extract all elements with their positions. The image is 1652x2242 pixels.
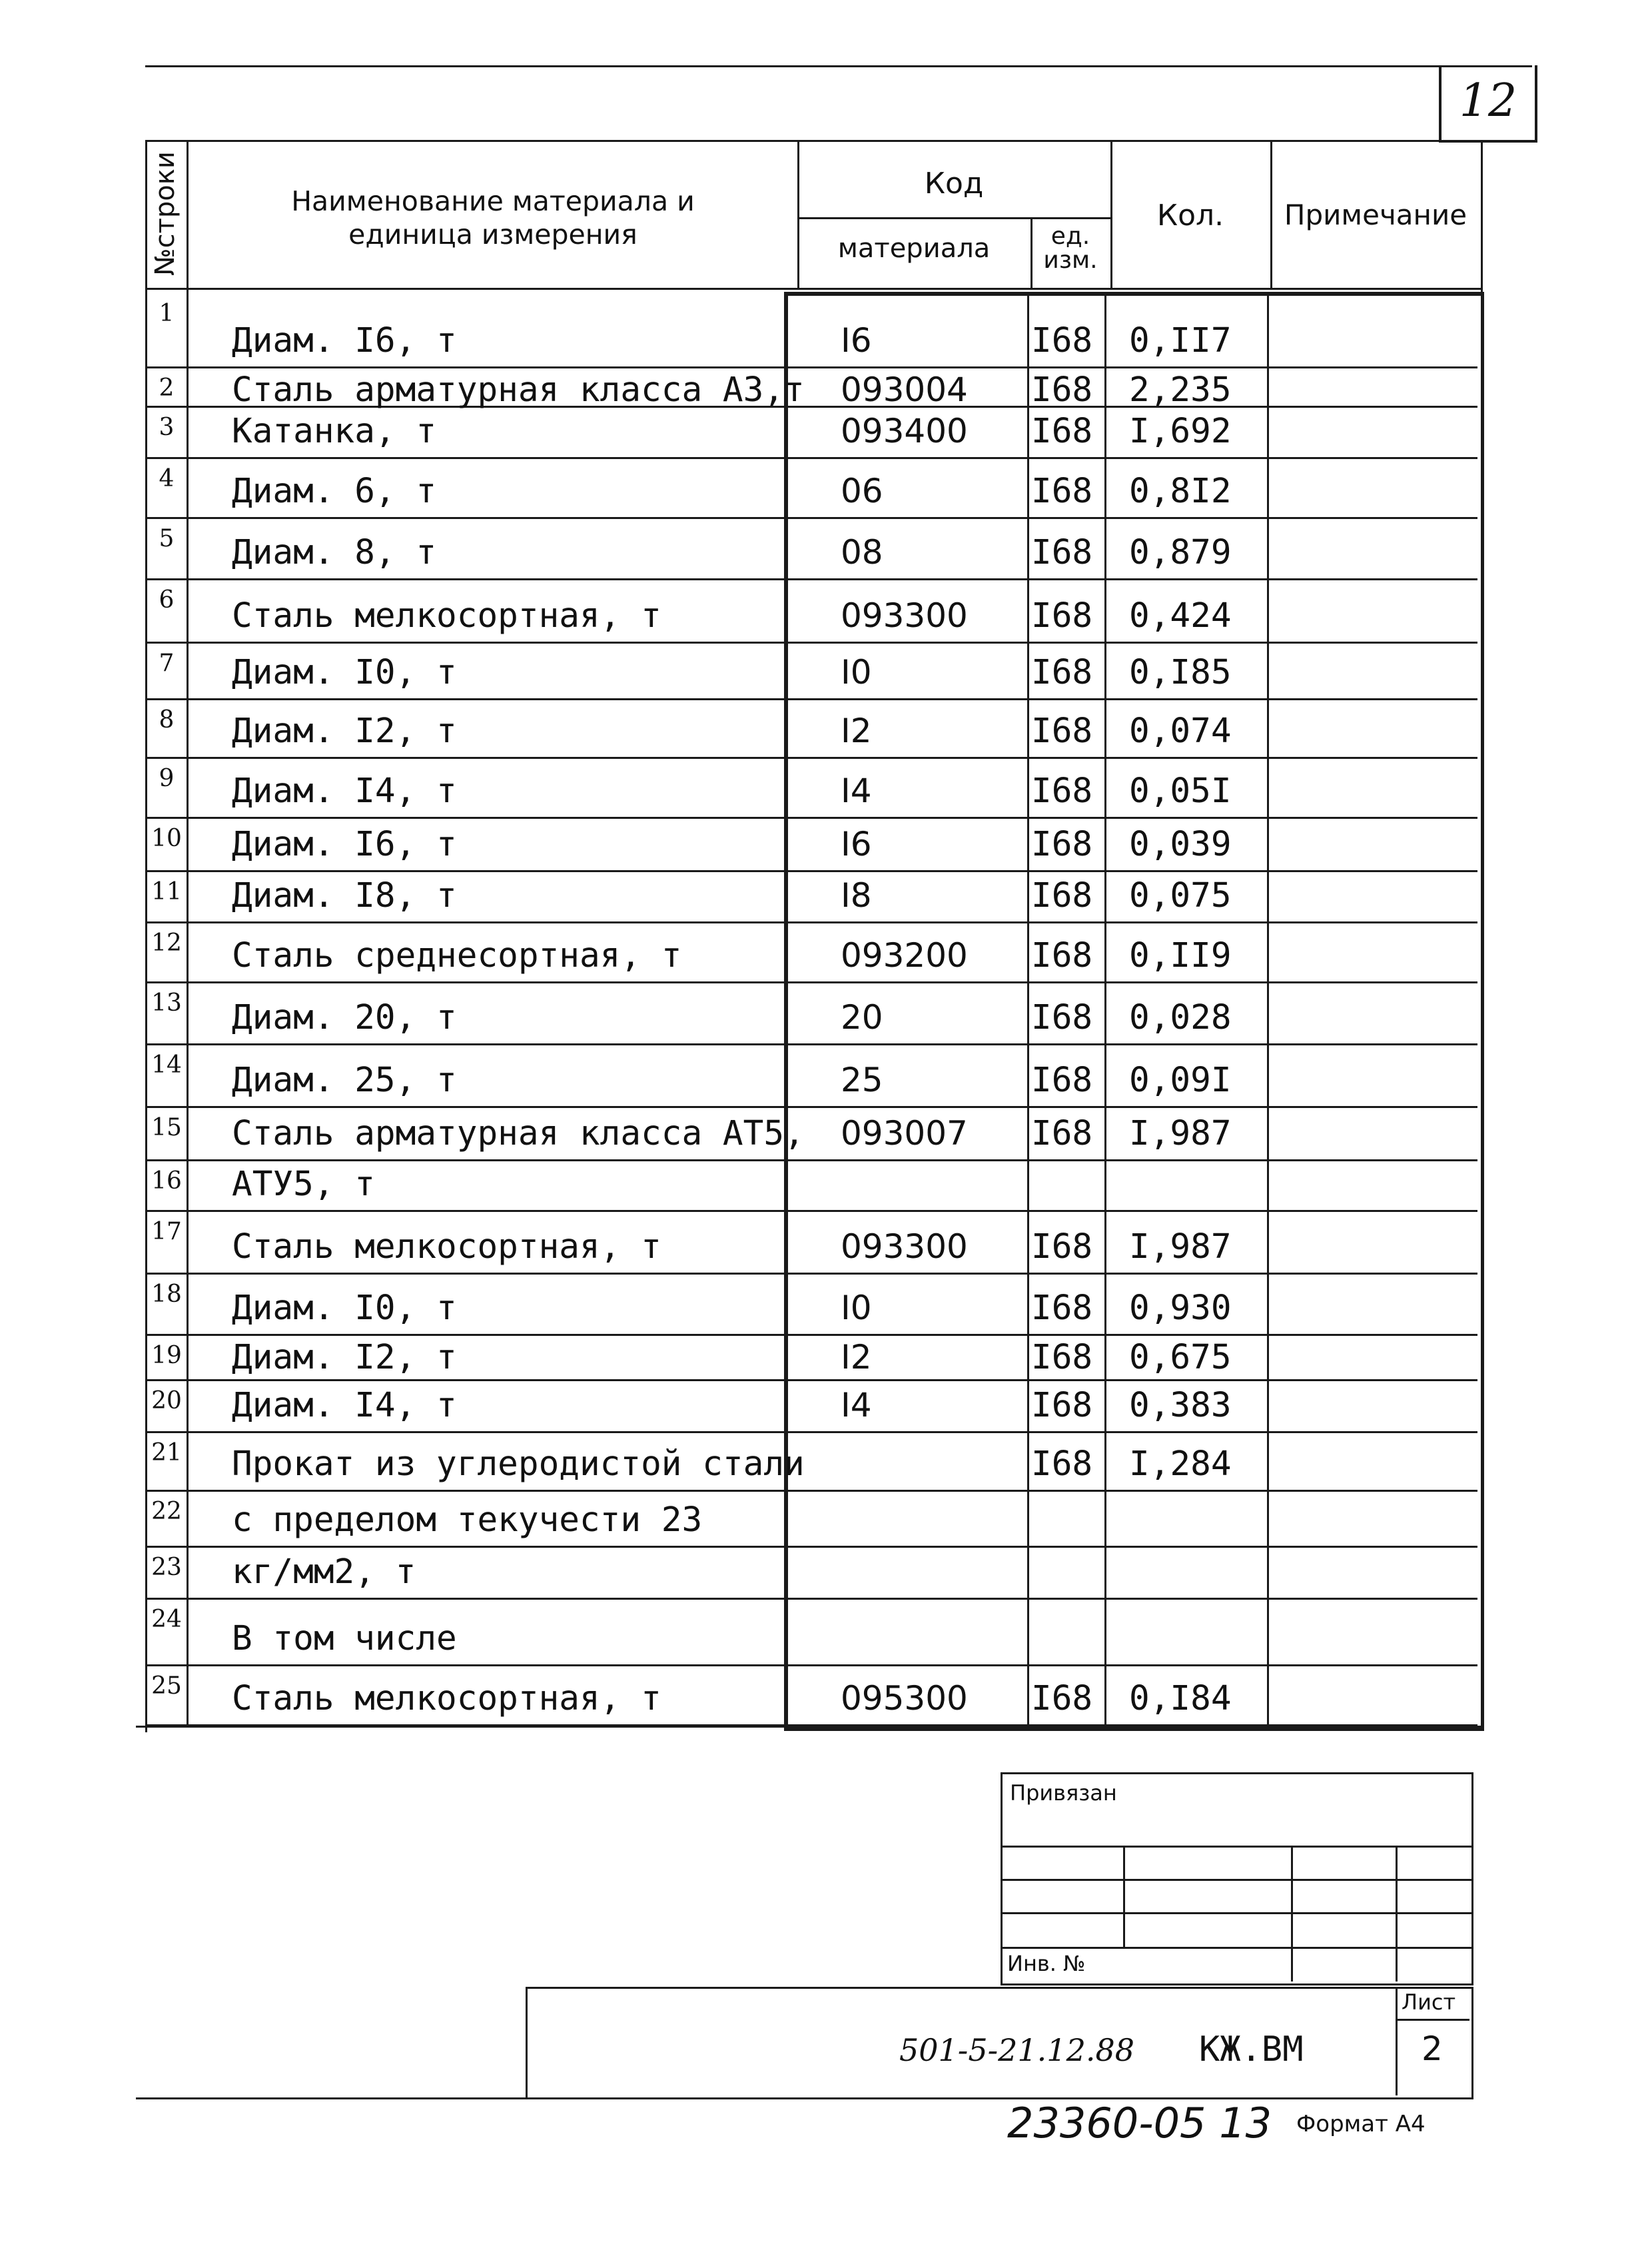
row-unit: I68	[1031, 1227, 1093, 1267]
table-row	[0, 871, 1652, 923]
header-qty: Кол.	[1156, 199, 1224, 233]
row-number: 2	[159, 374, 175, 402]
row-code: 093007	[841, 1114, 968, 1153]
row-name: Катанка, т	[232, 412, 437, 451]
table-row	[0, 923, 1652, 983]
row-unit: I68	[1031, 772, 1093, 811]
table-row	[0, 1335, 1652, 1381]
row-qty: 0,05I	[1129, 772, 1232, 811]
table-row	[0, 1274, 1652, 1335]
row-name: Диам. I6, т	[232, 321, 457, 360]
row-code: 25	[841, 1061, 883, 1099]
row-code: I2	[841, 712, 872, 750]
table-row	[0, 643, 1652, 700]
row-number: 14	[151, 1051, 182, 1079]
corner-sheet-number: 12	[1459, 75, 1517, 127]
table-row	[0, 293, 1652, 368]
row-code: 08	[841, 533, 883, 572]
row-name: Диам. 20, т	[232, 998, 457, 1037]
table-row	[0, 1599, 1652, 1666]
row-qty: 0,II9	[1129, 936, 1232, 975]
table-row	[0, 818, 1652, 871]
row-name: Сталь арматурная класса АТ5,	[232, 1114, 805, 1153]
row-qty: 0,028	[1129, 998, 1232, 1037]
row-unit: I68	[1031, 1289, 1093, 1328]
row-qty: I,284	[1129, 1444, 1232, 1484]
row-unit: I68	[1031, 1444, 1093, 1484]
row-code: 093200	[841, 936, 968, 975]
row-name: с пределом текучести 23	[232, 1500, 703, 1540]
table-row	[0, 1547, 1652, 1599]
row-number: 25	[151, 1672, 182, 1700]
row-unit: I68	[1031, 472, 1093, 511]
row-qty: I,987	[1129, 1227, 1232, 1267]
row-unit: I68	[1031, 998, 1093, 1037]
row-name: кг/мм2, т	[232, 1552, 416, 1592]
table-row	[0, 1107, 1652, 1161]
row-name: Диам. I2, т	[232, 712, 457, 751]
row-code: I0	[841, 653, 872, 692]
row-code: I0	[841, 1289, 872, 1327]
row-qty: 2,235	[1129, 370, 1232, 410]
row-number: 20	[151, 1387, 182, 1414]
row-name: Диам. I6, т	[232, 825, 457, 864]
row-name: Диам. I2, т	[232, 1338, 457, 1377]
header-code-unit-1: ед.	[1050, 223, 1090, 250]
table-row	[0, 1211, 1652, 1274]
row-name: Сталь среднесортная, т	[232, 936, 682, 975]
table-row	[0, 1432, 1652, 1491]
row-code: 093300	[841, 596, 968, 635]
row-name: Прокат из углеродистой стали	[232, 1444, 805, 1484]
row-code: I6	[841, 321, 872, 360]
row-name: Диам. 8, т	[232, 533, 437, 572]
row-name: Диам. I4, т	[232, 1386, 457, 1425]
row-qty: 0,383	[1129, 1386, 1232, 1425]
row-name: Диам. I8, т	[232, 876, 457, 915]
row-qty: 0,930	[1129, 1289, 1232, 1328]
row-number: 12	[151, 929, 182, 957]
inv-label: Инв. №	[1007, 1951, 1086, 1976]
row-qty: 0,09I	[1129, 1061, 1232, 1100]
row-name: Диам. I0, т	[232, 1289, 457, 1328]
row-unit: I68	[1031, 1061, 1093, 1100]
row-number: 24	[151, 1606, 182, 1633]
row-code: I4	[841, 772, 872, 810]
header-name-line1: Наименование материала и	[291, 185, 695, 217]
row-unit: I68	[1031, 596, 1093, 636]
table-row	[0, 1381, 1652, 1432]
bound-label: Привязан	[1010, 1780, 1117, 1806]
row-unit: I68	[1031, 533, 1093, 572]
doc-mark: КЖ.ВМ	[1199, 2029, 1304, 2069]
row-name: Сталь арматурная класса А3,т	[232, 370, 805, 410]
row-number: 15	[151, 1114, 182, 1141]
table-row	[0, 758, 1652, 818]
row-number: 13	[151, 989, 182, 1017]
row-unit: I68	[1031, 653, 1093, 692]
row-number: 11	[151, 878, 182, 905]
table-row	[0, 1666, 1652, 1726]
row-qty: 0,8I2	[1129, 472, 1232, 511]
row-code: I6	[841, 825, 872, 863]
table-row	[0, 700, 1652, 758]
row-number: 1	[159, 300, 175, 327]
row-qty: 0,II7	[1129, 321, 1232, 360]
row-qty: 0,074	[1129, 712, 1232, 751]
row-code: 095300	[841, 1679, 968, 1718]
sheet-value: 2	[1422, 2029, 1443, 2068]
table-row	[0, 458, 1652, 518]
row-unit: I68	[1031, 412, 1093, 451]
row-code: I8	[841, 876, 872, 915]
table-row	[0, 580, 1652, 643]
header-code-material: материала	[837, 233, 991, 264]
sheet-label: Лист	[1402, 1989, 1456, 2015]
row-number: 19	[151, 1342, 182, 1369]
row-number: 10	[151, 825, 182, 852]
doc-code: 501-5-21.12.88	[899, 2032, 1134, 2068]
table-row	[0, 518, 1652, 580]
row-name: Сталь мелкосортная, т	[232, 1227, 661, 1267]
row-number: 7	[159, 650, 175, 677]
row-number: 16	[151, 1167, 182, 1195]
header-note: Примечание	[1284, 199, 1467, 231]
row-code: 20	[841, 998, 883, 1037]
row-number: 8	[159, 706, 175, 734]
row-number: 21	[151, 1439, 182, 1466]
row-name: Диам. I4, т	[232, 772, 457, 811]
row-name: Диам. 6, т	[232, 472, 437, 511]
table-row	[0, 1045, 1652, 1107]
row-code: I2	[841, 1338, 872, 1377]
row-number: 17	[151, 1218, 182, 1245]
row-name: Сталь мелкосортная, т	[232, 596, 661, 636]
row-unit: I68	[1031, 876, 1093, 915]
row-number: 23	[151, 1554, 182, 1581]
row-number: 9	[159, 765, 175, 792]
row-qty: 0,075	[1129, 876, 1232, 915]
row-number: 5	[159, 525, 175, 552]
table-row	[0, 368, 1652, 410]
row-name: Диам. 25, т	[232, 1061, 457, 1100]
row-unit: I68	[1031, 712, 1093, 751]
row-name: В том числе	[232, 1619, 457, 1658]
row-qty: I,692	[1129, 412, 1232, 451]
header-code: Код	[924, 167, 984, 201]
row-number: 18	[151, 1281, 182, 1308]
row-qty: 0,424	[1129, 596, 1232, 636]
row-code: 093004	[841, 370, 968, 409]
row-code: 093400	[841, 412, 968, 450]
row-name: АТУ5, т	[232, 1165, 375, 1204]
table-row	[0, 1491, 1652, 1547]
row-unit: I68	[1031, 936, 1093, 975]
table-row	[0, 1161, 1652, 1211]
header-row-number: №строки	[150, 151, 181, 276]
corner-sheet-box	[1439, 65, 1537, 143]
table-row	[0, 407, 1652, 458]
row-number: 3	[159, 414, 175, 441]
row-number: 4	[159, 465, 175, 492]
header-name-line2: единица измерения	[348, 219, 637, 251]
header-code-unit-2: изм.	[1043, 247, 1098, 274]
row-code: I4	[841, 1386, 872, 1424]
row-unit: I68	[1031, 370, 1093, 410]
row-name: Диам. I0, т	[232, 653, 457, 692]
row-code: 06	[841, 472, 883, 510]
row-name: Сталь мелкосортная, т	[232, 1679, 661, 1718]
row-code: 093300	[841, 1227, 968, 1266]
row-unit: I68	[1031, 1114, 1093, 1153]
row-qty: 0,879	[1129, 533, 1232, 572]
row-unit: I68	[1031, 1338, 1093, 1377]
row-number: 6	[159, 586, 175, 614]
row-qty: 0,I84	[1129, 1679, 1232, 1718]
table-row	[0, 983, 1652, 1045]
row-unit: I68	[1031, 825, 1093, 864]
format-label: Формат А4	[1296, 2111, 1426, 2137]
row-unit: I68	[1031, 1679, 1093, 1718]
row-number: 22	[151, 1498, 182, 1525]
row-qty: 0,039	[1129, 825, 1232, 864]
row-unit: I68	[1031, 1386, 1093, 1425]
order-number: 23360-05 13	[1007, 2099, 1272, 2147]
row-qty: I,987	[1129, 1114, 1232, 1153]
row-qty: 0,675	[1129, 1338, 1232, 1377]
row-qty: 0,I85	[1129, 653, 1232, 692]
row-unit: I68	[1031, 321, 1093, 360]
